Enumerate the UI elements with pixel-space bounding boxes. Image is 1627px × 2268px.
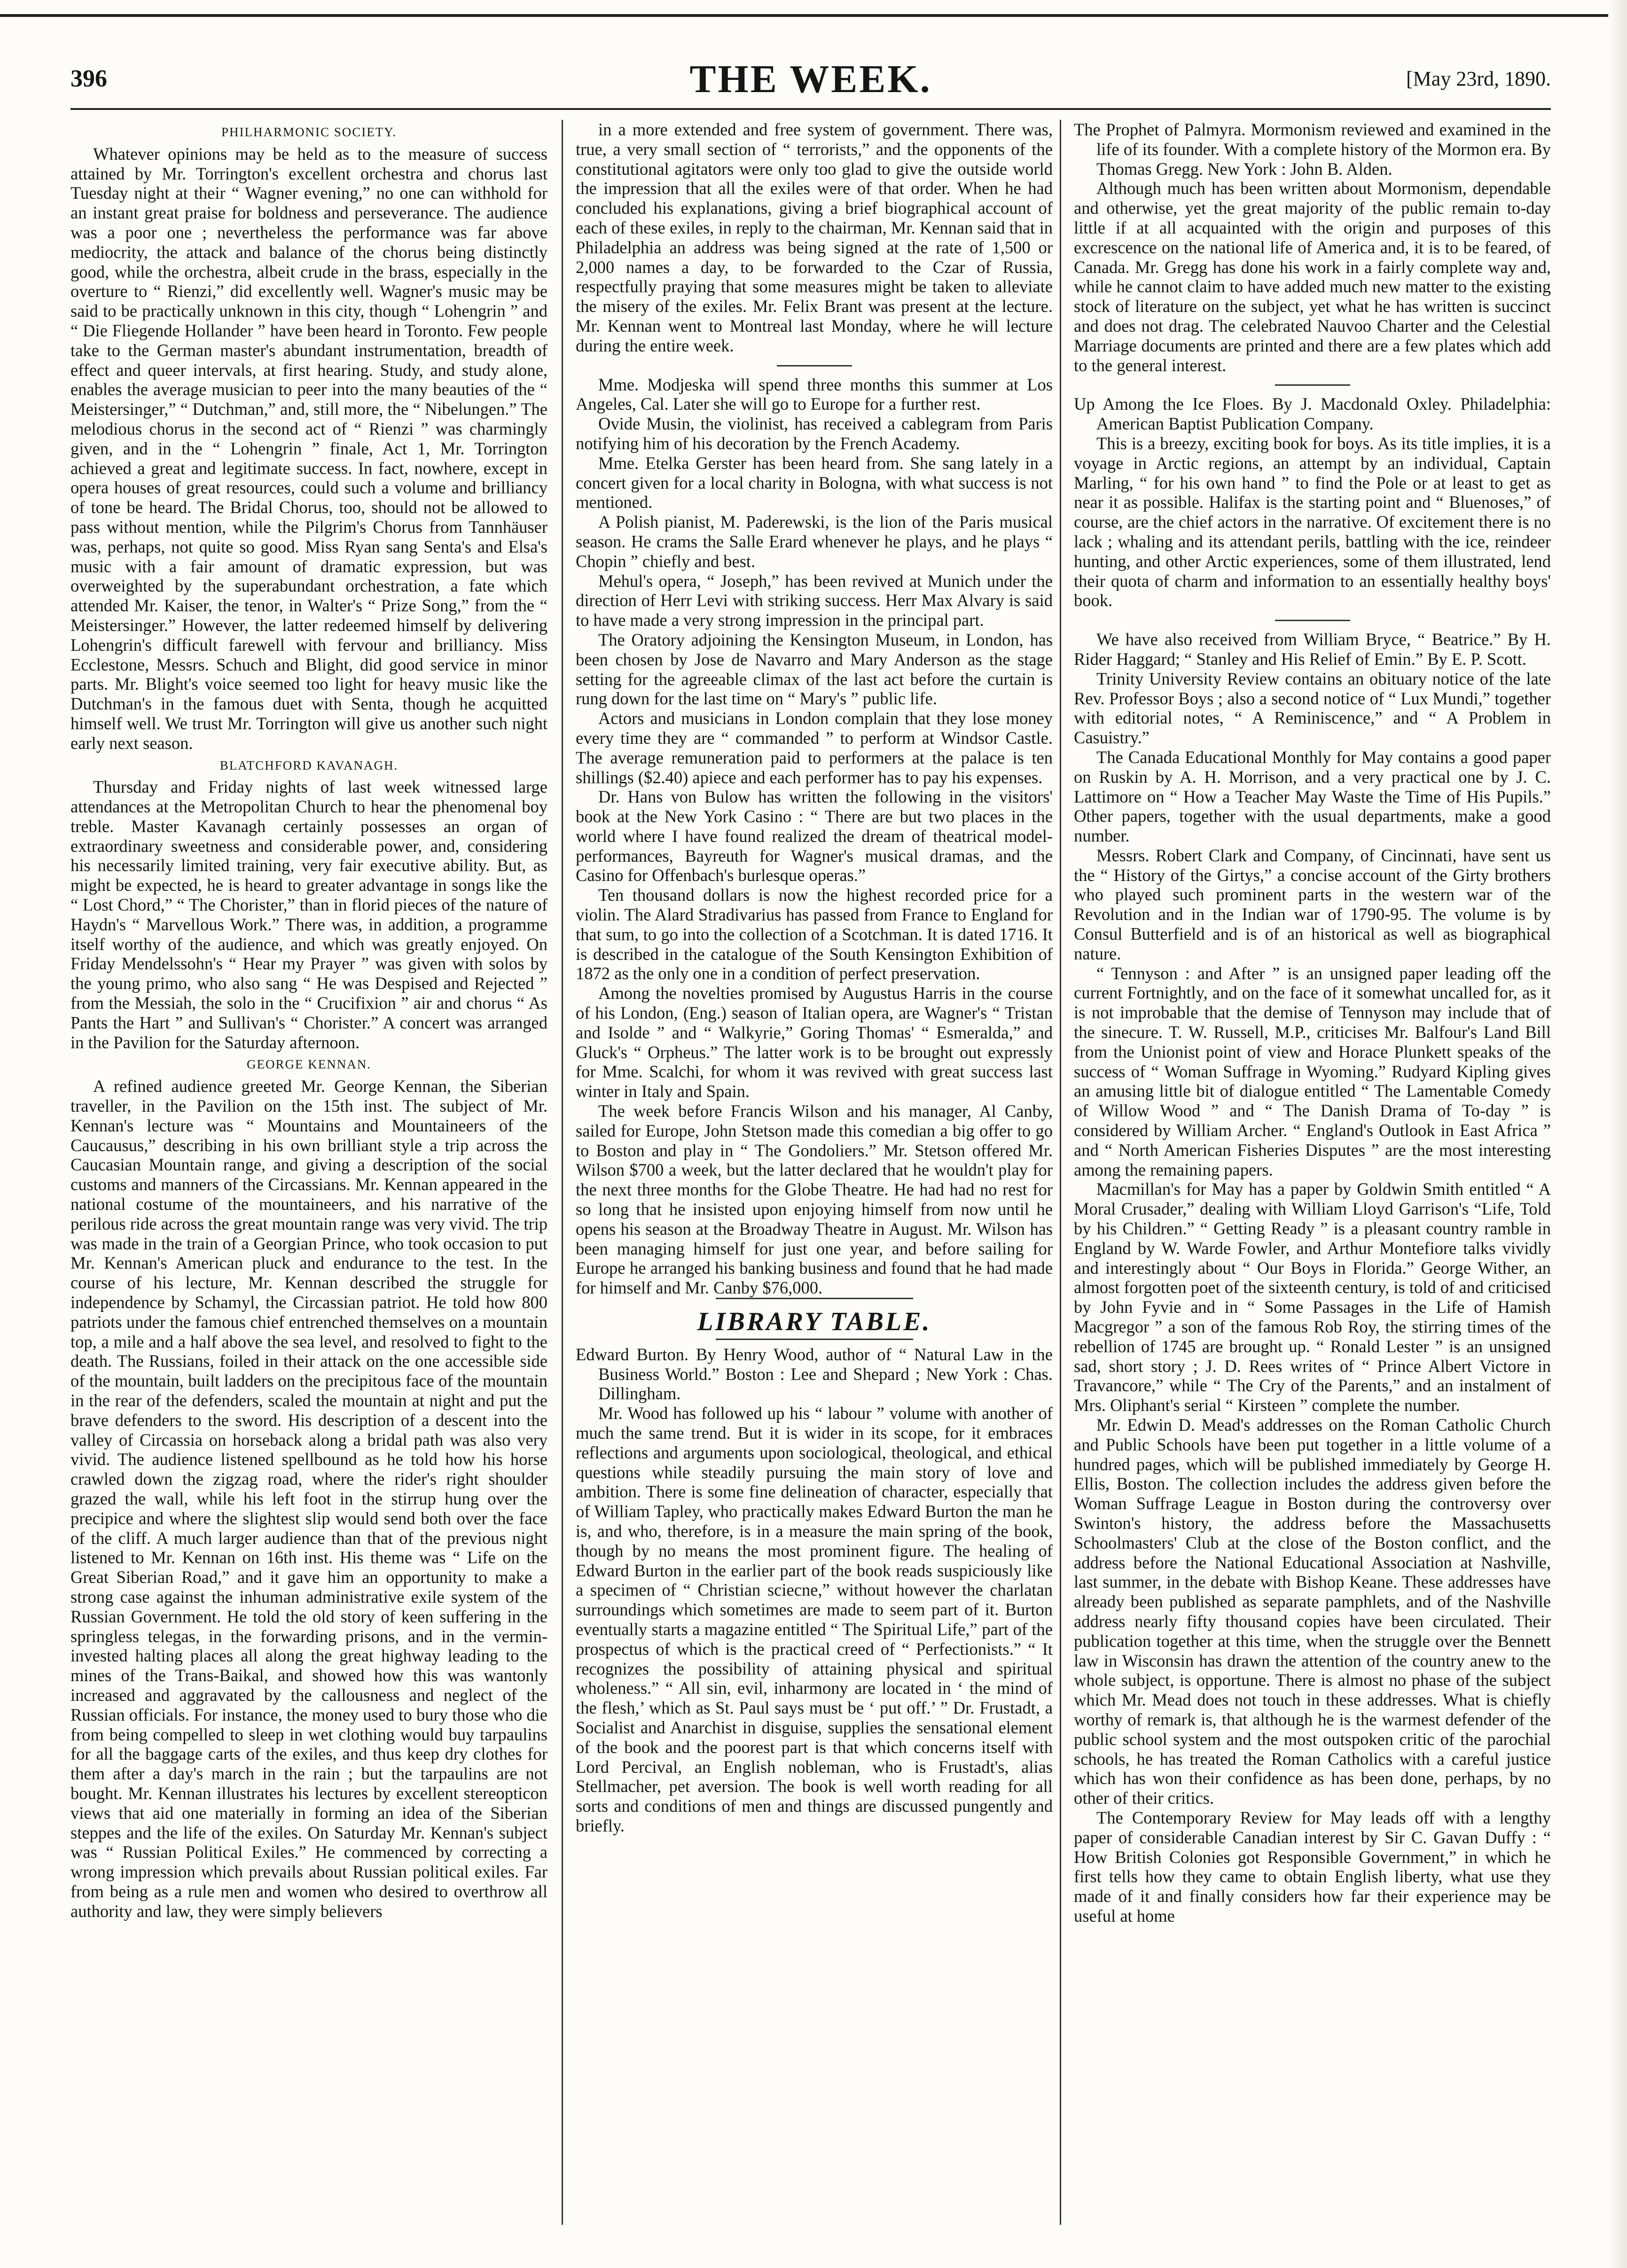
review-paragraph: Trinity University Review contains an obituary notice of the late Rev. Professor Boys ; also a second notice of “ Lux Mundi,” together with editorial notes, “ A Reminiscence,” and “ A Problem in Casuistry.” — [1074, 669, 1551, 748]
news-item: A Polish pianist, M. Paderewski, is the lion of the Paris musical season. He crams the Salle Erard whenever he plays, and he plays “ Chopin ” chiefly and best. — [576, 512, 1053, 571]
review-paragraph: The Canada Educational Monthly for May contains a good paper on Ruskin by A. H. Morrison, and a very practical one by J. C. Lattimore on “ How a Teacher May Waste the Time of His Pupils.” Other papers, together with the usual departments, make a good number. — [1074, 747, 1551, 846]
issue-date: [May 23rd, 1890. — [1406, 67, 1551, 90]
review-paragraph: This is a breezy, exciting book for boys. As its title implies, it is a voyage in Arctic regions, an attempt by an individual, Captain Marling, “ for his own hand ” to find the Pole or at least to get as near it as possible. Halifax is the starting point and “ Bluenoses,” of course, are the chief actors in the narrative. Of excitement there is no lack ; whaling and its attendant perils, battling with the ice, reindeer hunting, and other Arctic experiences, some of them illustrated, lend their quota of charm and information to an essentially healthy boys' book. — [1074, 433, 1551, 610]
masthead: THE WEEK. — [689, 57, 932, 101]
book-entry: Edward Burton. By Henry Wood, author of “ Natural Law in the Business World.” Boston : Lee and Shepard ; New York : Chas. Dillingham. — [576, 1344, 1053, 1403]
separator-rule — [777, 365, 852, 366]
column-rule — [562, 120, 563, 2225]
article-paragraph: Whatever opinions may be held as to the measure of success attained by Mr. Torrington's excellent orchestra and chorus last Tuesday night at their “ Wagner evening,” no one can withhold for an instant great praise for boldness and perseverance. The audience was a poor one ; nevertheless the performance was far above mediocrity, the attack and balance of the chorus being distinctly good, while the orchestra, albeit crude in the brass, especially in the overture to “ Rienzi,” did excellently well. Wagner's music may be said to be practically unknown in this city, though “ Lohengrin ” and “ Die Fliegende Hollander ” have been heard in Toronto. Few people take to the German master's abundant instrumentation, breadth of effect and queer intervals, at first hearing. Study, and study alone, enables the average musician to peer into the many beauties of the “ Meistersinger,” “ Dutchman,” and, still more, the “ Nibelungen.” The melodious chorus in the second act of “ Rienzi ” was charmingly given, and in the “ Lohengrin ” finale, Act 1, Mr. Torrington achieved a great and legitimate success. In fact, nowhere, except in opera houses of great resources, could such a volume and brilliancy of tone be heard. The Bridal Chorus, too, should not be allowed to pass without mention, while the Pilgrim's Chorus from Tannhäuser was, perhaps, not quite so good. Miss Ryan sang Senta's and Elsa's music with a fair amount of dramatic expression, but was overweighted by the superabundant orchestration, a fate which attended Mr. Kaiser, the tenor, in Walter's “ Prize Song,” from the “ Meistersinger.” However, the latter redeemed himself by delivering Lohengrin's difficult farewell with fervour and brilliancy. Miss Ecclestone, Messrs. Schuch and Blight, did good service in minor parts. Mr. Blight's voice seemed too light for heavy music like the Dutchman's in the famous duet with Senta, though he acquitted himself well. We trust Mr. Torrington will give us another such night early next season. — [70, 144, 548, 753]
review-paragraph: Messrs. Robert Clark and Company, of Cincinnati, have sent us the “ History of the Girtys,” a concise account of the Girty brothers who played such prominent parts in the western war of the Revolution and in the Indian war of 1790-95. The volume is by Consul Butterfield and is of an historical as well as biographical nature. — [1074, 845, 1551, 963]
page-header — [70, 56, 1551, 110]
page-number: 396 — [70, 65, 107, 92]
review-paragraph: Mr. Edwin D. Mead's addresses on the Roman Catholic Church and Public Schools have been put together in a little volume of a hundred pages, which will be published immediately by George H. Ellis, Boston. The collection includes the address given before the Woman Suffrage League in Boston during the controversy over Swinton's history, the address before the Massachusetts Schoolmasters' Club at the close of the Boston conflict, and the address before the National Educational Association at Nashville, last summer, in the debate with Bishop Keane. These addresses have already been published as separate pamphlets, and of the Nashville address nearly fifty thousand copies have been circulated. Their publication together at this time, when the struggle over the Bennett law in Wisconsin has drawn the attention of the country anew to the whole subject, is opportune. There is almost no phase of the subject which Mr. Mead does not touch in these addresses. What is chiefly worthy of remark is, that although he is the warmest defender of the public school system and the most outspoken critic of the parochial schools, he has treated the Roman Catholics with a careful justice which has won their confidence as has been done, perhaps, by no other of their critics. — [1074, 1415, 1551, 1808]
review-paragraph: The Contemporary Review for May leads off with a lengthy paper of considerable Canadian interest by Sir C. Gavan Duffy : “ How British Colonies got Responsible Government,” in which he first tells how they came to obtain English liberty, what use they made of it and finally considers how far their experience may be useful at home — [1074, 1808, 1551, 1925]
column-rule — [1060, 120, 1061, 2225]
review-paragraph: Macmillan's for May has a paper by Goldwin Smith entitled “ A Moral Crusader,” dealing with William Lloyd Garrison's “Life, Told by his Children.” “ Getting Ready ” is a pleasant country ramble in England by W. Warde Fowler, and Arthur Montefiore talks vividly and interestingly about “ Our Boys in Florida.” George Wither, an almost forgotten poet of the sixteenth century, is told of and criticised by John Fyvie and in “ Some Passages in the Life of Hamish Macgregor ” a son of the famous Rob Roy, the stirring times of the rebellion of 1745 are brought up. “ Ronald Lester ” is an unsigned sad, short story ; J. D. Rees writes of “ Prince Albert Victore in Travancore,” while “ The Cry of the Parents,” and an instalment of Mrs. Oliphant's serial “ Kirsteen ” complete the number. — [1074, 1179, 1551, 1415]
review-paragraph: “ Tennyson : and After ” is an unsigned paper leading off the current Fortnightly, and on the face of it somewhat uncalled for, as it is not improbable that the demise of Tennyson may include that of the sinecure. T. W. Russell, M.P., criticises Mr. Balfour's Land Bill from the Unionist point of view and Horace Plunkett speaks of the success of “ Woman Suffrage in Wyoming.” Rudyard Kipling gives an amusing little bit of dialogue entitled “ The Lamentable Comedy of Willow Wood ” and “ The Danish Drama of To-day ” is considered by William Archer. “ England's Outlook in East Africa ” and “ North American Fisheries Disputes ” are the most interesting among the remaining papers. — [1074, 963, 1551, 1179]
news-item: The week before Francis Wilson and his manager, Al Canby, sailed for Europe, John Stetson made this comedian a big offer to go to Boston and play in “ The Gondoliers.” Mr. Stetson offered Mr. Wilson $700 a week, but the latter declared that he wouldn't play for the next three months for the Globe Theatre. He had had no rest for so long that he insisted upon enjoying himself from now until he opens his season at the Broadway Theatre in August. Mr. Wilson has been managing himself for just one year, and before sailing for Europe he arranged his banking business and found that he had made for himself and Mr. Canby $76,000. — [576, 1101, 1053, 1298]
news-item: Among the novelties promised by Augustus Harris in the course of his London, (Eng.) season of Italian opera, are Wagner's “ Tristan and Isolde ” and “ Walkyrie,” Goring Thomas' “ Esmeralda,” and Gluck's “ Orpheus.” The latter work is to be brought out expressly for Mme. Scalchi, for whom it was revived with great success last winter in Italy and Spain. — [576, 983, 1053, 1101]
article-paragraph: A refined audience greeted Mr. George Kennan, the Siberian traveller, in the Pavilion on the 15th inst. The subject of Mr. Kennan's lecture was “ Mountains and Mountaineers of the Caucausus,” describing in his own brilliant style a trip across the Caucasian Mountain range, and giving a description of the social customs and manners of the Circassians. Mr. Kennan appeared in the national costume of the mountaineers, and his narrative of the perilous ride across the great mountain range was very vivid. The trip was made in the train of a Georgian Prince, who took occasion to put Mr. Kennan's American pluck and endurance to the test. In the course of his lecture, Mr. Kennan described the struggle for independence by Schamyl, the Circassian patriot. He told how 800 patriots under the famous chief entrenched themselves on a mountain top, a mile and a half above the sea level, and resolved to fight to the death. The Russians, foiled in their attack on the one accessible side of the mountain, built ladders on the precipitous face of the mountain in the rear of the defenders, scaled the mountain at night and put the brave defenders to the sword. His description of a descent into the valley of Circassia on horseback along a bridal path was also very vivid. The audience listened spellbound as he told how his horse crawled down the zigzag road, where the rider's right shoulder grazed the wall, while his left foot in the stirrup hung over the precipice and where the slightest slip would send both over the face of the cliff. A much larger audience than that of the previous night listened to Mr. Kennan on 16th inst. His theme was “ Life on the Great Siberian Road,” and it gave him an opportunity to make a strong case against the inhuman administrative exile system of the Russian Government. He told the old story of keen suffering in the springless telegas, in the forwarding prisons, and in the vermin-invested halting places all along the great highway leading to the mines of the Trans-Baikal, and showed how this was wantonly increased and aggravated by the callousness and neglect of the Russian officials. For instance, the money used to bury those who die from being compelled to sleep in wet clothing would buy tarpaulins for all the baggage carts of the exiles, and thus keep dry clothes for them after a day's march in the rain ; but the tarpaulins are not bought. Mr. Kennan illustrates his lectures by excellent stereopticon views that aid one materially in forming an idea of the Siberian steppes and the life of the exiles. On Saturday Mr. Kennan's subject was “ Russian Political Exiles.” He commenced by correcting a wrong impression which prevails about Russian political exiles. Far from being as a rule men and women who desired to overthrow all authority and law, they were simply believers — [70, 1076, 548, 1921]
book-entry: The Prophet of Palmyra. Mormonism reviewed and examined in the life of its founder. With a complete history of the Mormon era. By Thomas Gregg. New York : John B. Alden. — [1074, 120, 1551, 179]
article-paragraph: in a more extended and free system of government. There was, true, a very small section of “ terrorists,” and the opponents of the constitutional agitators were only too glad to give the outside world the impression that all the exiles were of that order. When he had concluded his explanations, giving a brief biographical account of each of these exiles, in reply to the chairman, Mr. Kennan said that in Philadelphia an address was being signed at the rate of 1,500 or 2,000 names a day, to be forwarded to the Czar of Russia, respectfully praying that some measures might be taken to alleviate the misery of the exiles. Mr. Felix Brant was present at the lecture. Mr. Kennan went to Montreal last Monday, where he will lecture during the entire week. — [576, 120, 1053, 355]
news-item: Actors and musicians in London complain that they lose money every time they are “ commanded ” to perform at Windsor Castle. The average remuneration paid to performers at the palace is ten shillings ($2.40) apiece and each performer has to pay his expenses. — [576, 709, 1053, 787]
library-table-heading: LIBRARY TABLE. — [697, 1307, 931, 1337]
news-item: Mme. Etelka Gerster has been heard from. She sang lately in a concert given for a local charity in Bologna, with what success is not mentioned. — [576, 453, 1053, 512]
section-heading: BLATCHFORD KAVANAGH. — [219, 758, 399, 772]
adjacent-page-edge — [1608, 0, 1627, 2268]
column-2 — [576, 120, 1053, 2234]
separator-rule — [716, 1339, 913, 1340]
news-item: Mehul's opera, “ Joseph,” has been revived at Munich under the direction of Herr Levi with striking success. Herr Max Alvary is said to have made a very strong impression in the principal part. — [576, 571, 1053, 630]
column-3 — [1074, 120, 1551, 2234]
separator-rule — [1275, 620, 1350, 621]
review-paragraph: We have also received from William Bryce, “ Beatrice.” By H. Rider Haggard; “ Stanley and His Relief of Emin.” By E. P. Scott. — [1074, 630, 1551, 669]
news-item: Dr. Hans von Bulow has written the following in the visitors' book at the New York Casino : “ There are but two places in the world where I have found realized the dream of theatrical model-performances, Bayreuth for Wagner's musical dramas, and the Casino for Offenbach's burlesque operas.” — [576, 787, 1053, 885]
section-heading: GEORGE KENNAN. — [247, 1057, 371, 1072]
book-entry: Up Among the Ice Floes. By J. Macdonald Oxley. Philadelphia: American Baptist Publication Company. — [1074, 394, 1551, 434]
review-paragraph: Mr. Wood has followed up his “ labour ” volume with another of much the same trend. But it is wider in its scope, for it embraces reflections and arguments upon sociological, theological, and ethical questions while steadily pursuing the main story of love and ambition. There is some fine delineation of character, especially that of William Tapley, who practically makes Edward Burton the man he is, and who, therefore, is in a measure the main spring of the book, though by no means the most prominent figure. The healing of Edward Burton in the earlier part of the book reads suspiciously like a specimen of “ Christian sciecne,” without however the charlatan surroundings which sometimes are made to seem part of it. Burton eventually starts a magazine entitled “ The Spiritual Life,” part of the prospectus of which is the practical creed of “ Perfectionists.” “ It recognizes the possibility of attaining physical and spiritual wholeness.” “ All sin, evil, inharmony are located in ‘ the mind of the flesh,’ which as St. Paul says must be ‘ put off.’ ” Dr. Frustadt, a Socialist and Anarchist in disguise, supplies the sensational element of the book and the poorest part is that which concerns itself with Lord Percival, an English nobleman, who is Frustadt's, alias Stellmacher, pet aversion. The book is well worth reading for all sorts and conditions of men and things are discussed pungently and briefly. — [576, 1403, 1053, 1835]
separator-rule — [1275, 384, 1350, 386]
news-item: Ovide Musin, the violinist, has received a cablegram from Paris notifying him of his decoration by the French Academy. — [576, 414, 1053, 453]
news-item: Ten thousand dollars is now the highest recorded price for a violin. The Alard Stradivarius has passed from France to England for that sum, to go into the collection of a Scotchman. It is dated 1716. It is described in the catalogue of the South Kensington Exhibition of 1872 as the only one in a condition of perfect preservation. — [576, 885, 1053, 983]
article-paragraph: Thursday and Friday nights of last week witnessed large attendances at the Metropolitan Church to hear the phenomenal boy treble. Master Kavanagh certainly possesses an organ of extraordinary sweetness and considerable power, and, considering his necessarily limited training, very fair executive ability. But, as might be expected, he is heard to greater advantage in songs like the “ Lost Chord,” “ The Chorister,” than in florid pieces of the nature of Haydn's “ Marvellous Work.” There was, in addition, a programme itself worthy of the audience, and which was greatly enjoyed. On Friday Mendelssohn's “ Hear my Prayer ” was given with solos by the young primo, who also sang “ He was Despised and Rejected ” from the Messiah, the solo in the “ Crucifixion ” air and chorus “ As Pants the Hart ” and Sullivan's “ Chorister.” A concert was arranged in the Pavilion for the Saturday afternoon. — [70, 777, 548, 1052]
page-top-rule — [0, 0, 1627, 17]
news-item: The Oratory adjoining the Kensington Museum, in London, has been chosen by Jose de Navarro and Mary Anderson as the stage setting for the agreeable climax of the last act before the curtain is rung down for the last time on “ Mary's ” public life. — [576, 630, 1053, 709]
section-heading: PHILHARMONIC SOCIETY. — [221, 125, 397, 139]
review-paragraph: Although much has been written about Mormonism, dependable and otherwise, yet the great majority of the public remain to-day little if at all acquainted with the origin and purposes of this excrescence on the national life of America and, it is to be feared, of Canada. Mr. Gregg has done his work in a fairly complete way and, while he cannot claim to have added much new matter to the existing stock of literature on the subject, yet what he has written is succinct and does not drag. The celebrated Nauvoo Charter and the Celestial Marriage documents are printed and there are a few plates which add to the general interest. — [1074, 179, 1551, 375]
separator-rule — [716, 1298, 913, 1299]
news-item: Mme. Modjeska will spend three months this summer at Los Angeles, Cal. Later she will go to Europe for a further rest. — [576, 374, 1053, 414]
column-1 — [70, 120, 548, 2234]
